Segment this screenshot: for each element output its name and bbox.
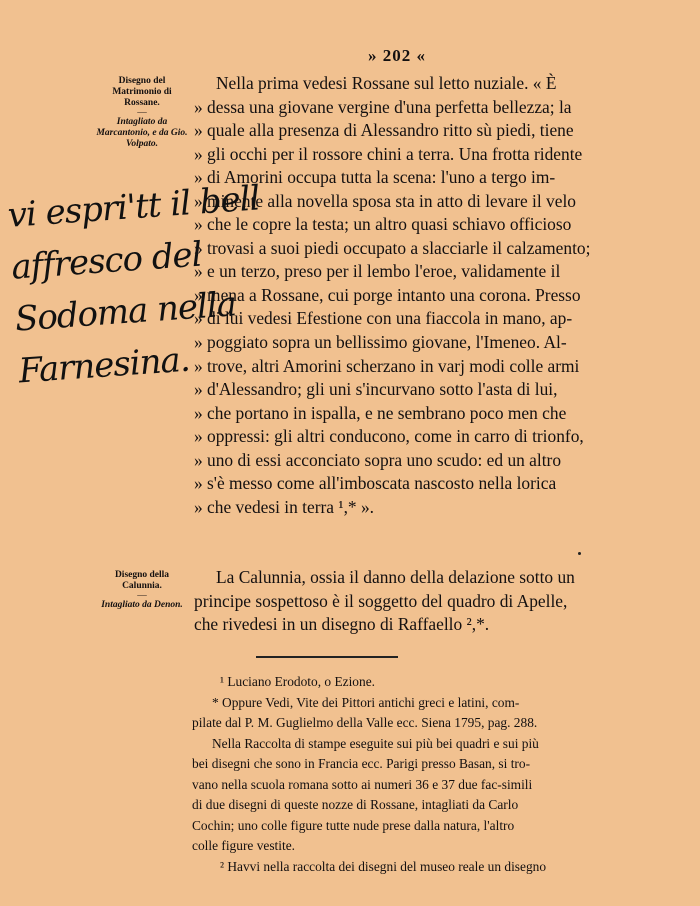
- margin-note-calunnia: Disegno della Calunnia. — Intagliato da Denon.: [98, 570, 186, 611]
- margin-note-title: Disegno del Matrimonio di Rossane.: [112, 76, 172, 108]
- text-line: principe sospettoso è il soggetto del quadro di Apelle,: [194, 590, 568, 611]
- text-line: » e un terzo, preso per il lembo l'eroe, validamente il: [194, 261, 561, 282]
- footnote-line: Nella Raccolta di stampe eseguite sui più bei quadri e sui più: [212, 735, 539, 751]
- paragraph-rossane: [194, 72, 658, 519]
- footnote-line: Cochin; uno colle figure tutte nude prese dalla natura, l'altro: [192, 817, 515, 833]
- footnote-line: colle figure vestite.: [192, 838, 295, 853]
- text-line: » d'Alessandro; gli uni s'incurvano sotto l'asta di lui,: [194, 379, 558, 400]
- paragraph-calunnia: [194, 566, 658, 637]
- footnote-divider: [256, 656, 398, 658]
- footnote-line: ¹ Luciano Erodoto, o Ezione.: [220, 674, 375, 689]
- text-line: » dessa una giovane vergine d'una perfetta bellezza; la: [194, 96, 572, 117]
- page-number: » 202 «: [368, 46, 426, 65]
- text-line: » di Amorini occupa tutta la scena: l'uno a tergo im-: [194, 167, 556, 188]
- text-line: » oppressi: gli altri conducono, come in carro di trionfo,: [194, 426, 584, 447]
- text-line: » che portano in ispalla, e ne sembrano poco men che: [194, 402, 567, 423]
- text-line: » uno di essi acconciato sopra uno scudo: ed un altro: [194, 449, 562, 470]
- text-line: » trove, altri Amorini scherzano in varj modi colle armi: [194, 355, 580, 376]
- footnote-line: di due disegni di queste nozze di Rossane, intagliati da Carlo: [192, 797, 519, 812]
- footnote-line: vano nella scuola romana sotto ai numeri 36 e 37 due fac-simili: [192, 776, 533, 792]
- footnotes: [192, 672, 662, 877]
- text-line: » minente alla novella sposa sta in atto di levare il velo: [194, 190, 576, 211]
- margin-note-credit: Intagliato da Marcantonio, e da Gio. Volpato.: [96, 117, 188, 149]
- footnote-line: pilate dal P. M. Guglielmo della Valle ecc. Siena 1795, pag. 288.: [192, 715, 538, 730]
- text-line: » di lui vedesi Efestione con una fiaccola in mano, ap-: [194, 308, 573, 329]
- text-line: Nella prima vedesi Rossane sul letto nuziale. « È: [216, 73, 557, 93]
- text-line: » poggiato sopra un bellissimo giovane, l'Imeneo. Al-: [194, 332, 567, 353]
- text-line: » che le copre la testa; un altro quasi schiavo officioso: [194, 214, 572, 235]
- text-line: » gli occhi per il rossore chini a terra. Una frotta ridente: [194, 143, 583, 164]
- text-line: » quale alla presenza di Alessandro ritto sù piedi, tiene: [194, 120, 574, 141]
- handwritten-annotation: vi espri'tt il bell affresco del Sodoma nella Farnesina.: [6, 178, 261, 392]
- text-line: che rivedesi in un disegno di Raffaello ²,*.: [194, 614, 490, 635]
- margin-note-rossane: Disegno del Matrimonio di Rossane. — Intagliato da Marcantonio, e da Gio. Volpato.: [96, 76, 188, 149]
- text-line: » mena a Rossane, cui porge intanto una corona. Presso: [194, 284, 581, 305]
- margin-note-credit: Intagliato da Denon.: [101, 600, 183, 610]
- text-line: » trovasi a suoi piedi occupato a slacciarle il calzamento;: [194, 237, 591, 258]
- text-line: » s'è messo come all'imboscata nascosto nella lorica: [194, 473, 557, 494]
- text-line: » che vedesi in terra ¹,* ».: [194, 496, 375, 517]
- footnote-line: * Oppure Vedi, Vite dei Pittori antichi greci e latini, com-: [212, 694, 520, 710]
- text-line: La Calunnia, ossia il danno della delazione sotto un: [216, 567, 575, 587]
- margin-note-title: Disegno della Calunnia.: [114, 570, 170, 591]
- footnote-line: ² Havvi nella raccolta dei disegni del museo reale un disegno: [220, 858, 547, 874]
- ink-speck: [578, 552, 581, 555]
- footnote-line: bei disegni che sono in Francia ecc. Parigi presso Basan, si tro-: [192, 756, 531, 771]
